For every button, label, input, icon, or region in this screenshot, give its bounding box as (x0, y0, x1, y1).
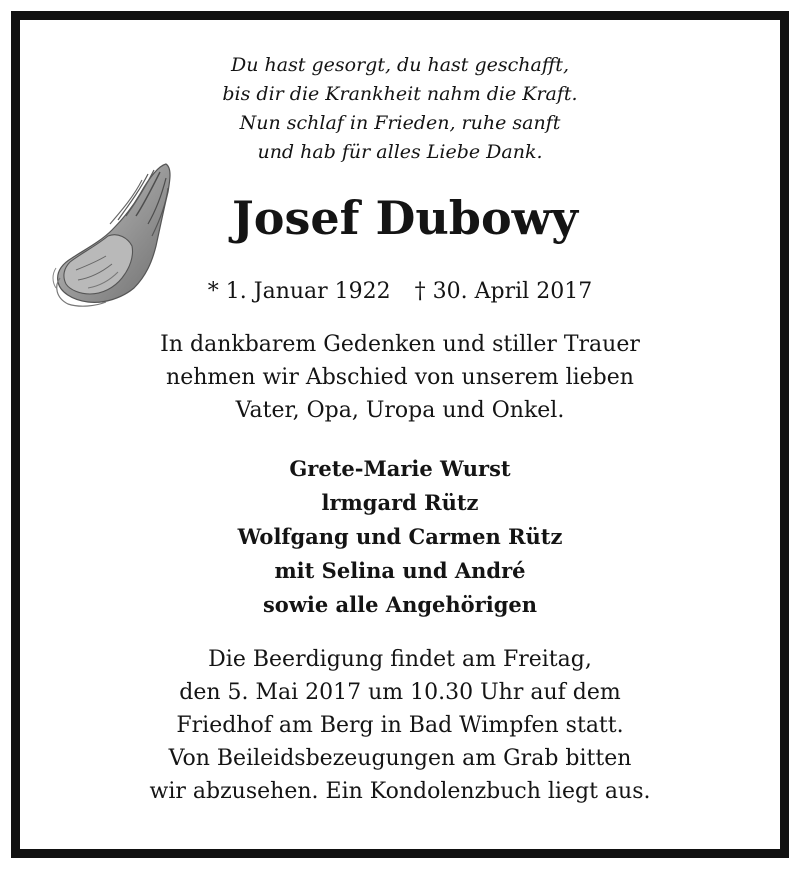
funeral-line: Friedhof am Berg in Bad Wimpfen statt. (176, 713, 624, 738)
family-member: sowie alle Angehörigen (262, 592, 538, 617)
poem-line: Du hast gesorgt, du hast geschafft, (231, 54, 569, 76)
poem-line: bis dir die Krankheit nahm die Kraft. (222, 83, 578, 105)
family-member: mit Selina und André (274, 558, 526, 583)
family-signatures (100, 452, 700, 622)
family-member: lrmgard Rütz (321, 490, 479, 515)
birth-date: * 1. Januar 1922 (207, 279, 391, 304)
funeral-notice (60, 643, 740, 808)
mourning-text (60, 328, 740, 427)
poem-line: und hab für alles Liebe Dank. (257, 141, 543, 163)
funeral-line: wir abzusehen. Ein Kondolenzbuch liegt aus. (149, 779, 651, 804)
funeral-line: Von Beileidsbezeugungen am Grab bitten (168, 746, 632, 771)
funeral-line: Die Beerdigung findet am Freitag, (208, 647, 592, 672)
family-member: Grete-Marie Wurst (289, 456, 511, 481)
poem-line: Nun schlaf in Frieden, ruhe sanft (239, 112, 561, 134)
funeral-line: den 5. Mai 2017 um 10.30 Uhr auf dem (179, 680, 621, 705)
life-dates (150, 276, 650, 308)
deceased-name: Josef Dubowy (232, 191, 578, 245)
mourning-line: Vater, Opa, Uropa und Onkel. (235, 398, 565, 423)
memorial-poem (100, 51, 700, 167)
family-member: Wolfgang und Carmen Rütz (237, 524, 563, 549)
death-date: † 30. April 2017 (414, 279, 593, 304)
mourning-line: nehmen wir Abschied von unserem lieben (166, 365, 634, 390)
mourning-line: In dankbarem Gedenken und stiller Trauer (160, 332, 640, 357)
